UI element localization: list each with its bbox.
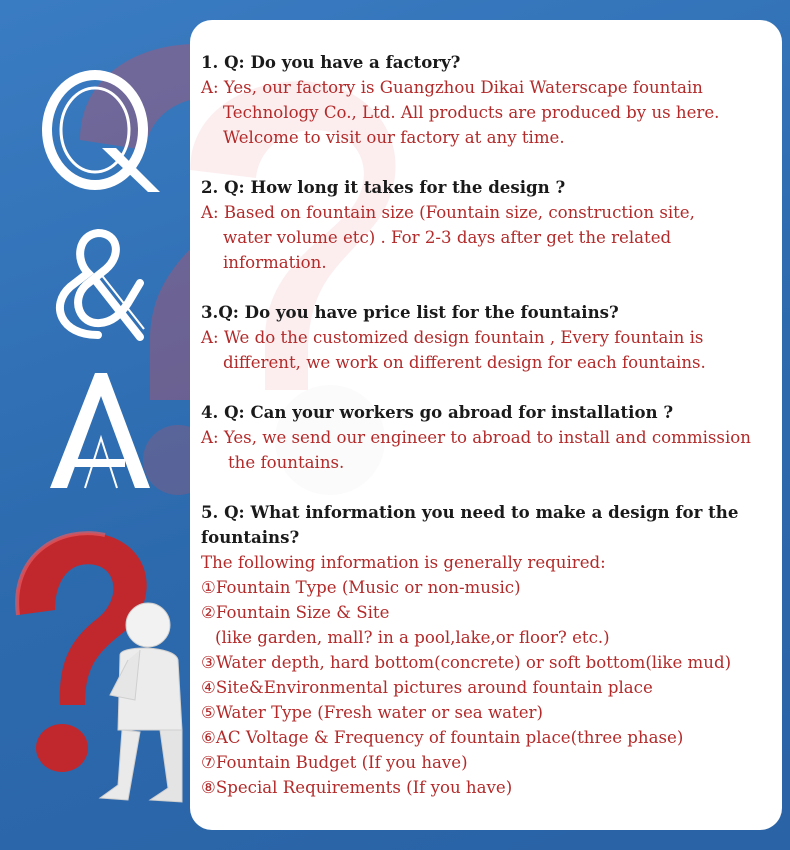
faq-question: 5. Q: What information you need to make a design for the bbox=[201, 502, 739, 522]
info-item: ②Fountain Size & Site bbox=[201, 603, 390, 622]
info-item: ④Site&Environmental pictures around fountain place bbox=[201, 678, 653, 697]
faq-answer bbox=[201, 425, 781, 475]
answer-line: Welcome to visit our factory at any time. bbox=[223, 128, 565, 147]
faq-answer bbox=[201, 550, 781, 800]
answer-line: A: Based on fountain size (Fountain size, construction site, bbox=[201, 203, 695, 222]
faq-item-3 bbox=[201, 300, 781, 375]
info-item: ①Fountain Type (Music or non-music) bbox=[201, 578, 521, 597]
faq-answer bbox=[201, 200, 781, 275]
faq-question: 1. Q: Do you have a factory? bbox=[201, 52, 461, 72]
answer-line: the fountains. bbox=[228, 453, 345, 472]
info-intro: The following information is generally required: bbox=[201, 553, 606, 572]
decor-letter-ampersand bbox=[40, 225, 150, 345]
answer-line: water volume etc) . For 2-3 days after get the related bbox=[223, 228, 672, 247]
info-item: ⑧Special Requirements (If you have) bbox=[201, 778, 513, 797]
faq-item-2 bbox=[201, 175, 781, 275]
faq-question: 4. Q: Can your workers go abroad for installation ? bbox=[201, 402, 674, 422]
decor-letter-a bbox=[45, 368, 155, 493]
faq-content bbox=[201, 50, 781, 825]
faq-item-4 bbox=[201, 400, 781, 475]
info-item: ⑥AC Voltage & Frequency of fountain place(three phase) bbox=[201, 728, 684, 747]
info-item: ③Water depth, hard bottom(concrete) or soft bottom(like mud) bbox=[201, 653, 732, 672]
faq-question-cont: fountains? bbox=[201, 527, 300, 547]
answer-line: A: We do the customized design fountain , Every fountain is bbox=[201, 328, 704, 347]
answer-line: A: Yes, we send our engineer to abroad to install and commission bbox=[201, 428, 751, 447]
faq-answer bbox=[201, 325, 781, 375]
info-item: ⑦Fountain Budget (If you have) bbox=[201, 753, 468, 772]
info-item: ⑤Water Type (Fresh water or sea water) bbox=[201, 703, 543, 722]
faq-card bbox=[190, 20, 782, 830]
decor-letter-q bbox=[30, 70, 170, 200]
faq-question: 3.Q: Do you have price list for the fountains? bbox=[201, 302, 619, 322]
faq-item-1 bbox=[201, 50, 781, 150]
answer-line: information. bbox=[223, 253, 327, 272]
faq-question: 2. Q: How long it takes for the design ? bbox=[201, 177, 566, 197]
faq-answer bbox=[201, 75, 781, 150]
answer-line: Technology Co., Ltd. All products are produced by us here. bbox=[223, 103, 720, 122]
faq-item-5 bbox=[201, 500, 781, 800]
info-item-note: (like garden, mall? in a pool,lake,or floor? etc.) bbox=[215, 628, 610, 647]
answer-line: A: Yes, our factory is Guangzhou Dikai Waterscape fountain bbox=[201, 78, 703, 97]
person-question-mark-illustration bbox=[0, 520, 200, 820]
answer-line: different, we work on different design for each fountains. bbox=[223, 353, 706, 372]
